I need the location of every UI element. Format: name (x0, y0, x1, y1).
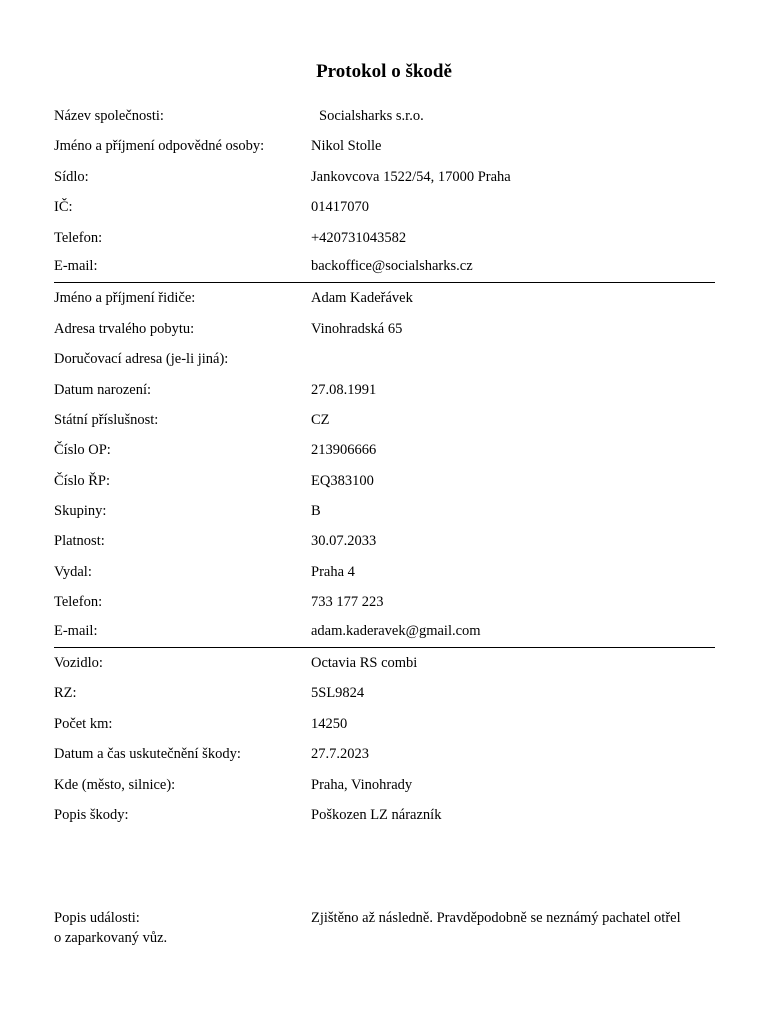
driver-email-label: E-mail: (54, 622, 98, 639)
document-title: Protokol o škodě (316, 61, 452, 82)
responsible-person-label: Jméno a příjmení odpovědné osoby: (54, 138, 265, 155)
company-ico-row (54, 192, 715, 222)
damage-description-label: Popis škody: (54, 806, 129, 823)
driver-address-label: Adresa trvalého pobytu: (54, 320, 195, 337)
company-phone-label: Telefon: (54, 229, 103, 246)
company-name-value: Socialsharks s.r.o. (319, 108, 424, 124)
driver-groups-label: Skupiny: (54, 503, 107, 520)
company-seat-value: Jankovcova 1522/54, 17000 Praha (311, 168, 511, 185)
driver-issued-by-label: Vydal: (54, 563, 92, 580)
damage-description-row (54, 800, 715, 830)
driver-groups-value: B (311, 503, 321, 520)
company-email-value: backoffice@socialsharks.cz (311, 257, 473, 274)
driver-phone-value: 733 177 223 (311, 594, 384, 611)
company-ico-value: 01417070 (311, 199, 369, 216)
vehicle-mileage-label: Počet km: (54, 715, 113, 732)
event-description-value: Zjištěno až následně. Pravděpodobně se neznámý pachatel otřel (311, 910, 681, 927)
driver-validity-value: 30.07.2033 (311, 533, 377, 550)
vehicle-plate-row (54, 678, 715, 708)
blank-space (54, 830, 715, 908)
driver-email-row (54, 618, 715, 648)
driver-license-number-label: Číslo ŘP: (54, 472, 111, 489)
vehicle-model-row (54, 648, 715, 678)
driver-delivery-address-row (54, 344, 715, 374)
driver-license-number-row (54, 466, 715, 496)
company-name-row (54, 101, 715, 131)
damage-location-row (54, 770, 715, 800)
driver-name-label: Jméno a příjmení řidiče: (54, 290, 196, 307)
responsible-person-value: Nikol Stolle (311, 138, 382, 155)
vehicle-model-label: Vozidlo: (54, 655, 103, 672)
damage-report-form (54, 101, 715, 952)
driver-name-value: Adam Kadeřávek (311, 290, 413, 307)
driver-delivery-address-label: Doručovací adresa (je-li jiná): (54, 351, 229, 368)
driver-id-number-row (54, 435, 715, 465)
driver-birth-date-label: Datum narození: (54, 381, 152, 398)
company-phone-value: +420731043582 (311, 229, 407, 246)
driver-issued-by-value: Praha 4 (311, 563, 355, 580)
damage-datetime-value: 27.7.2023 (311, 746, 369, 763)
driver-birth-date-row (54, 375, 715, 405)
damage-datetime-label: Datum a čas uskutečnění škody: (54, 746, 241, 763)
vehicle-plate-value: 5SL9824 (311, 685, 365, 702)
driver-id-number-label: Číslo OP: (54, 442, 111, 459)
vehicle-plate-label: RZ: (54, 685, 77, 702)
driver-groups-row (54, 496, 715, 526)
driver-issued-by-row (54, 557, 715, 587)
company-seat-label: Sídlo: (54, 168, 89, 185)
event-description-block (54, 908, 715, 952)
company-phone-row (54, 223, 715, 253)
driver-address-row (54, 314, 715, 344)
vehicle-model-value: Octavia RS combi (311, 655, 418, 672)
driver-id-number-value: 213906666 (311, 442, 377, 459)
damage-location-value: Praha, Vinohrady (311, 776, 413, 793)
driver-email-value: adam.kaderavek@gmail.com (311, 622, 481, 639)
vehicle-mileage-value: 14250 (311, 715, 348, 732)
company-ico-label: IČ: (54, 199, 73, 216)
driver-nationality-label: Státní příslušnost: (54, 411, 159, 428)
damage-location-label: Kde (město, silnice): (54, 776, 176, 793)
vehicle-mileage-row (54, 709, 715, 739)
damage-description-value: Poškozen LZ nárazník (311, 806, 442, 823)
company-name-label: Název společnosti: (54, 108, 164, 124)
driver-nationality-value: CZ (311, 411, 330, 428)
driver-license-number-value: EQ383100 (311, 472, 374, 489)
event-description-label: Popis události: (54, 910, 140, 927)
company-email-row (54, 253, 715, 283)
damage-datetime-row (54, 739, 715, 769)
driver-nationality-row (54, 405, 715, 435)
driver-name-row (54, 283, 715, 313)
driver-phone-label: Telefon: (54, 594, 103, 611)
responsible-person-row (54, 131, 715, 161)
driver-birth-date-value: 27.08.1991 (311, 381, 377, 398)
driver-validity-label: Platnost: (54, 533, 105, 550)
driver-phone-row (54, 587, 715, 617)
company-seat-row (54, 162, 715, 192)
event-description-continuation: o zaparkovaný vůz. (54, 930, 168, 947)
company-email-label: E-mail: (54, 257, 98, 274)
driver-address-value: Vinohradská 65 (311, 320, 403, 337)
driver-validity-row (54, 526, 715, 556)
